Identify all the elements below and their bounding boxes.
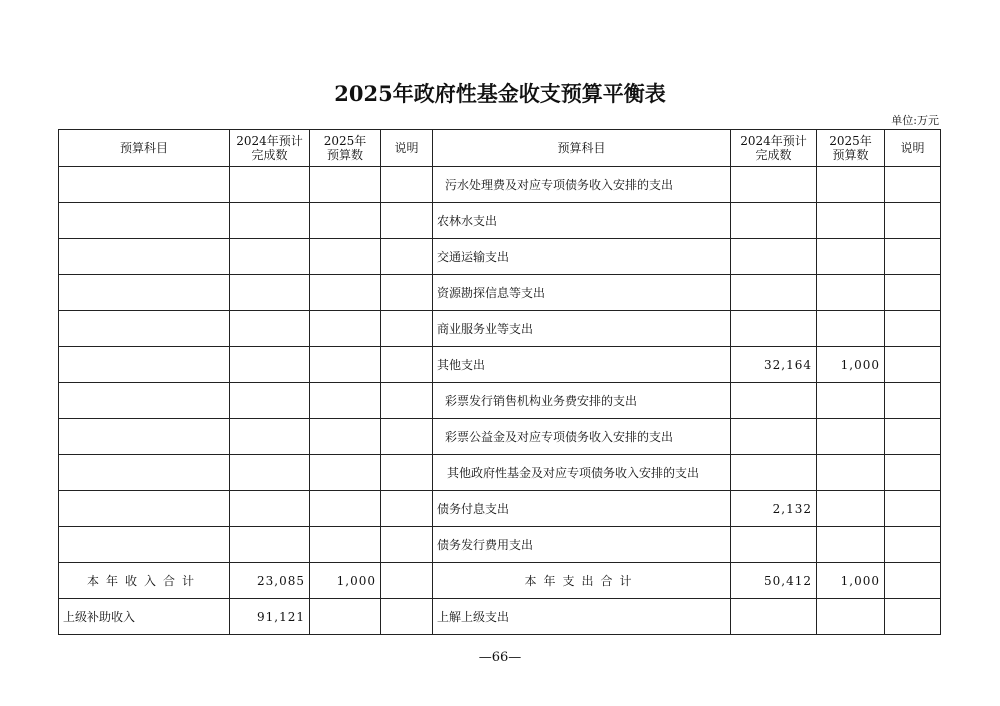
left-note-cell [381,419,433,455]
header-left-item: 预算科目 [59,130,230,167]
table-row [59,275,941,311]
left-note-cell [381,203,433,239]
right-prev-cell [731,599,817,635]
left-prev-cell [230,311,310,347]
left-note-cell [381,563,433,599]
table-row [59,311,941,347]
income-total-prev: 23,085 [230,563,310,599]
left-item-cell [59,491,230,527]
left-prev-cell [230,239,310,275]
left-budget-cell [310,203,381,239]
left-prev-cell [230,275,310,311]
left-prev-cell [230,203,310,239]
right-prev-cell [731,527,817,563]
left-item-cell [59,527,230,563]
right-item-cell: 彩票发行销售机构业务费安排的支出 [433,383,731,419]
right-note-cell [885,347,941,383]
table-row [59,167,941,203]
left-budget-cell [310,527,381,563]
left-item-cell [59,239,230,275]
header-right-item: 预算科目 [433,130,731,167]
unit-label: 单位:万元 [891,114,939,127]
income-total-budget: 1,000 [310,563,381,599]
left-prev-cell [230,347,310,383]
right-item-cell: 污水处理费及对应专项债务收入安排的支出 [433,167,731,203]
left-budget-cell [310,167,381,203]
left-item-cell [59,203,230,239]
right-item-cell: 农林水支出 [433,203,731,239]
left-item-cell [59,167,230,203]
table-row [59,527,941,563]
left-prev-cell: 91,121 [230,599,310,635]
header-right-budget: 2025年 预算数 [817,130,885,167]
expenditure-total-prev: 50,412 [731,563,817,599]
left-budget-cell [310,455,381,491]
header-row [59,130,941,167]
table-row [59,383,941,419]
right-item-cell: 其他政府性基金及对应专项债务收入安排的支出 [433,455,731,491]
expenditure-total-label: 本年支出合计 [433,563,731,599]
right-note-cell [885,203,941,239]
right-budget-cell [817,419,885,455]
left-note-cell [381,275,433,311]
left-budget-cell [310,239,381,275]
right-prev-cell [731,239,817,275]
header-left-budget: 2025年 预算数 [310,130,381,167]
budget-balance-table [58,129,941,635]
left-prev-cell [230,455,310,491]
right-budget-cell [817,275,885,311]
table-row [59,203,941,239]
right-prev-cell [731,275,817,311]
right-note-cell [885,527,941,563]
right-note-cell [885,563,941,599]
left-prev-cell [230,383,310,419]
header-left-note: 说明 [381,130,433,167]
table-row [59,419,941,455]
left-prev-cell [230,527,310,563]
right-budget-cell [817,203,885,239]
right-prev-cell [731,167,817,203]
right-prev-cell [731,311,817,347]
left-budget-cell [310,275,381,311]
left-item-cell: 上级补助收入 [59,599,230,635]
table-row [59,347,941,383]
right-prev-cell [731,455,817,491]
page-title: 2025年政府性基金收支预算平衡表 [334,81,666,106]
table-row [59,239,941,275]
left-note-cell [381,599,433,635]
right-budget-cell: 1,000 [817,347,885,383]
left-item-cell [59,383,230,419]
right-item-cell: 债务付息支出 [433,491,731,527]
right-prev-cell [731,419,817,455]
header-right-note: 说明 [885,130,941,167]
right-item-cell: 上解上级支出 [433,599,731,635]
right-note-cell [885,419,941,455]
right-note-cell [885,275,941,311]
right-item-cell: 交通运输支出 [433,239,731,275]
right-prev-cell: 2,132 [731,491,817,527]
page-number: —66— [478,650,522,665]
table-row [59,491,941,527]
right-note-cell [885,599,941,635]
left-budget-cell [310,347,381,383]
right-budget-cell [817,455,885,491]
right-budget-cell [817,167,885,203]
expenditure-total-budget: 1,000 [817,563,885,599]
right-item-cell: 商业服务业等支出 [433,311,731,347]
left-note-cell [381,527,433,563]
income-total-label: 本年收入合计 [59,563,230,599]
right-note-cell [885,455,941,491]
right-prev-cell [731,203,817,239]
left-budget-cell [310,491,381,527]
right-item-cell: 债务发行费用支出 [433,527,731,563]
right-note-cell [885,239,941,275]
right-note-cell [885,491,941,527]
left-budget-cell [310,419,381,455]
left-prev-cell [230,167,310,203]
right-budget-cell [817,239,885,275]
right-budget-cell [817,527,885,563]
left-note-cell [381,455,433,491]
left-budget-cell [310,599,381,635]
right-budget-cell [817,599,885,635]
left-note-cell [381,383,433,419]
header-left-prev: 2024年预计 完成数 [230,130,310,167]
left-note-cell [381,239,433,275]
right-note-cell [885,167,941,203]
right-budget-cell [817,491,885,527]
right-item-cell: 其他支出 [433,347,731,383]
right-budget-cell [817,311,885,347]
left-item-cell [59,275,230,311]
table-row [59,599,941,635]
left-note-cell [381,311,433,347]
left-prev-cell [230,419,310,455]
right-note-cell [885,383,941,419]
left-item-cell [59,311,230,347]
right-item-cell: 彩票公益金及对应专项债务收入安排的支出 [433,419,731,455]
header-right-prev: 2024年预计 完成数 [731,130,817,167]
right-budget-cell [817,383,885,419]
left-prev-cell [230,491,310,527]
right-item-cell: 资源勘探信息等支出 [433,275,731,311]
total-row [59,563,941,599]
left-note-cell [381,491,433,527]
left-note-cell [381,167,433,203]
left-budget-cell [310,383,381,419]
left-item-cell [59,419,230,455]
left-item-cell [59,347,230,383]
left-note-cell [381,347,433,383]
right-prev-cell [731,383,817,419]
right-prev-cell: 32,164 [731,347,817,383]
left-budget-cell [310,311,381,347]
table-row [59,455,941,491]
right-note-cell [885,311,941,347]
left-item-cell [59,455,230,491]
